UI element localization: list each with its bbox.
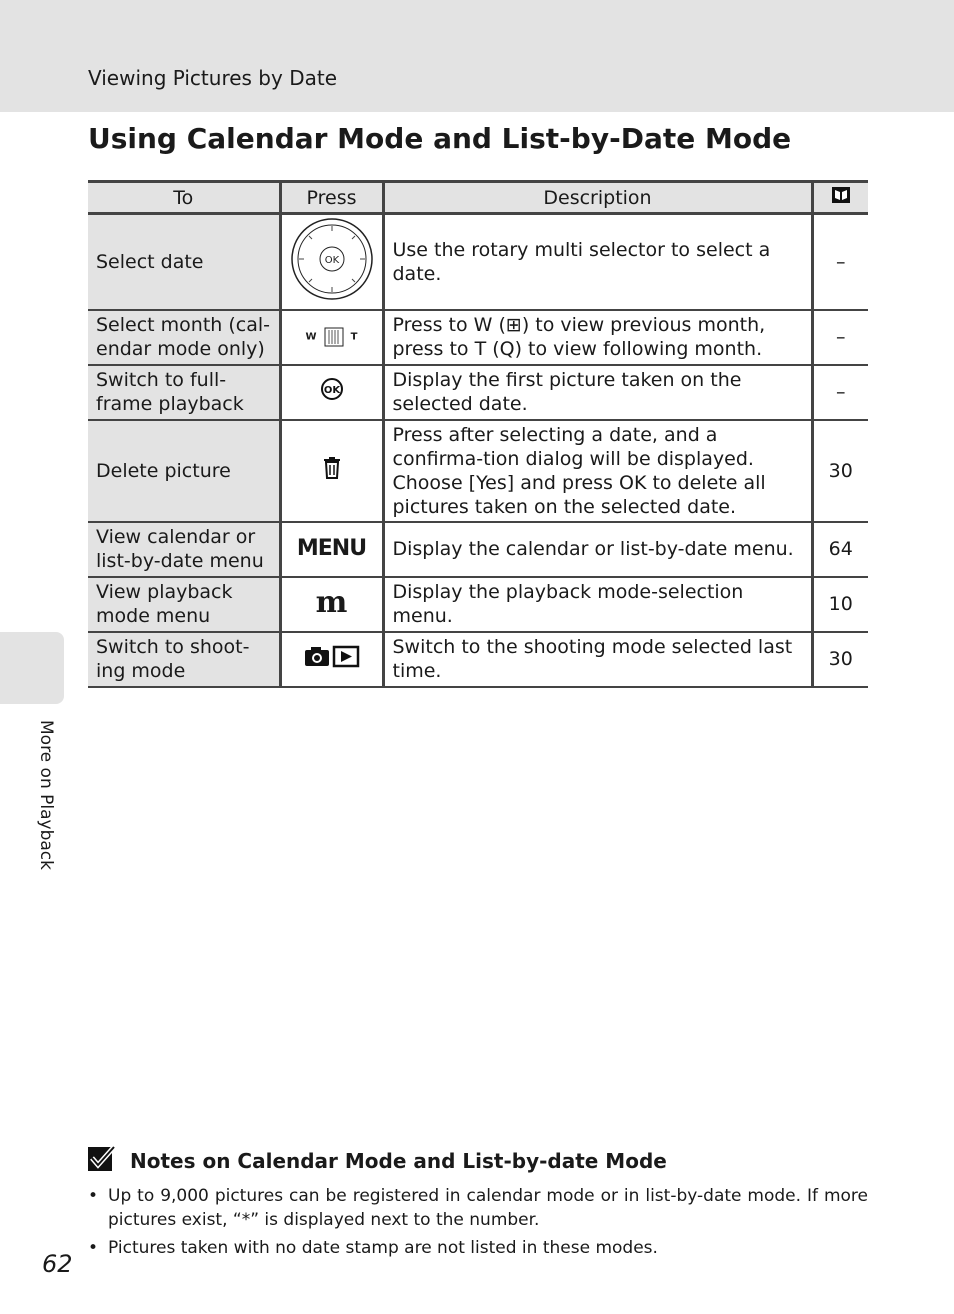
camera-playback-button-icon [280,632,383,687]
mode-button-icon [280,577,383,632]
page-number: 62 [42,1250,73,1278]
checkmark-note-icon [88,1145,118,1177]
row-description: Press to W (⊞) to view previous month, press to T (Q) to view following month. [383,310,812,365]
row-description: Display the calendar or list-by-date menu. [383,522,812,577]
operations-table [88,180,868,688]
row-description: Press after selecting a date, and a confirma-tion dialog will be displayed. Choose [Yes] and press OK to delete all pictures taken on the selected date. [383,420,812,522]
zoom-w-label: W [305,331,317,343]
mode-glyph: m [315,584,348,620]
notes-title: Notes on Calendar Mode and List-by-date Mode [130,1149,667,1173]
row-to: Select date [88,214,280,310]
row-ref: – [812,310,868,365]
notes-header [88,1145,667,1177]
row-ref: 64 [812,522,868,577]
list-item: • Up to 9,000 pictures can be registered in calendar mode or in list-by-date mode. If more pictures exist, “*” is displayed next to the number. [88,1184,868,1232]
zoom-t-label: T [350,331,358,343]
row-ref: 30 [812,632,868,687]
row-ref: 10 [812,577,868,632]
table-row [88,522,868,577]
menu-glyph: MENU [296,536,367,561]
row-description: Display the first picture taken on the selected date. [383,365,812,420]
ok-label: OK [324,254,339,266]
table-row [88,310,868,365]
chapter-tab [0,632,64,704]
row-description: Display the playback mode-selection menu. [383,577,812,632]
header-to: To [88,182,280,214]
list-item: • Pictures taken with no date stamp are not listed in these modes. [88,1236,868,1260]
book-reference-icon [812,182,868,214]
table-row [88,365,868,420]
chapter-label: More on Playback [36,720,56,870]
row-to: View playback mode menu [88,577,280,632]
header-description: Description [383,182,812,214]
zoom-control-icon [280,310,383,365]
table-row [88,214,868,310]
page-title: Using Calendar Mode and List-by-Date Mode [88,122,792,155]
table-row [88,420,868,522]
section-title: Viewing Pictures by Date [88,66,337,90]
row-ref: – [812,365,868,420]
trash-icon [280,420,383,522]
row-to: Delete picture [88,420,280,522]
row-ref: – [812,214,868,310]
header-press: Press [280,182,383,214]
row-description: Use the rotary multi selector to select a date. [383,214,812,310]
notes-list [88,1184,868,1264]
table-row [88,577,868,632]
row-ref: 30 [812,420,868,522]
ok-glyph: OK [323,385,340,396]
row-to: Select month (cal-endar mode only) [88,310,280,365]
row-description: Switch to the shooting mode selected last time. [383,632,812,687]
table-header-row [88,182,868,214]
row-to: Switch to full-frame playback [88,365,280,420]
row-to: Switch to shoot-ing mode [88,632,280,687]
row-to: View calendar or list-by-date menu [88,522,280,577]
ok-button-icon [280,365,383,420]
table-row [88,632,868,687]
header-band [0,0,954,112]
rotary-multi-selector-icon [280,214,383,310]
menu-button-icon [280,522,383,577]
